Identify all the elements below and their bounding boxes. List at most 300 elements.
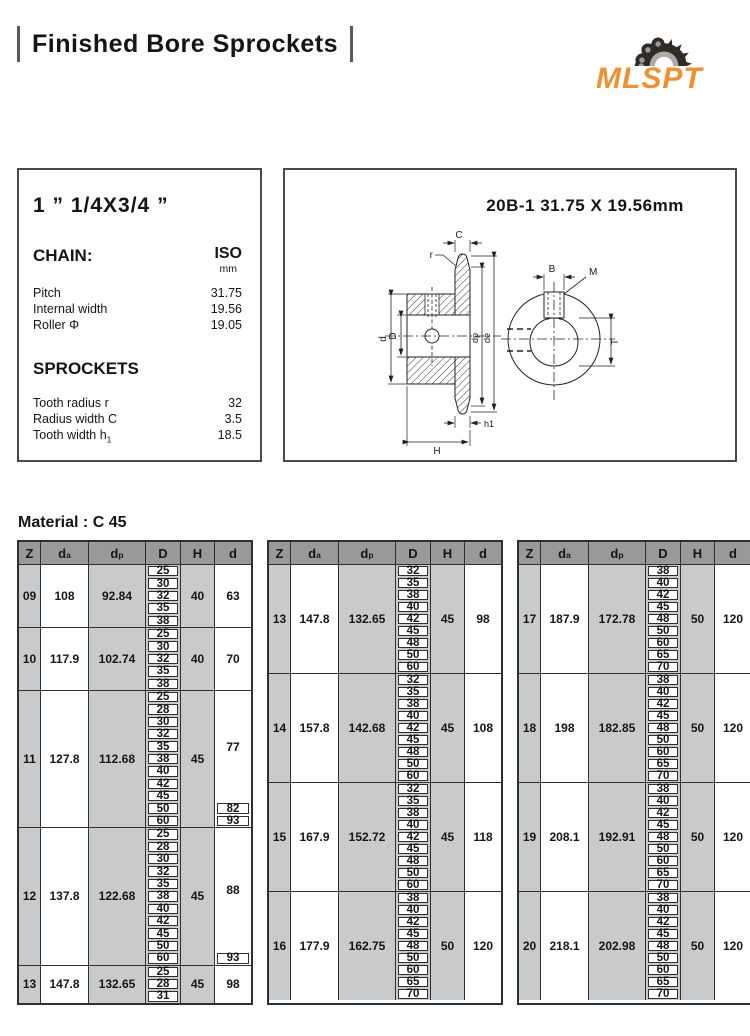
spec-row-pitch: Pitch 31.75 (33, 286, 242, 300)
hub-length-cell: 45 (181, 966, 215, 1003)
bore-option: 38 (398, 893, 428, 903)
hub-length-cell: 45 (181, 691, 215, 827)
pitch-diameter-cell: 102.74 (89, 628, 146, 690)
teeth-count-cell: 20 (519, 892, 541, 1000)
tip-diameter-cell: 117.9 (41, 628, 89, 690)
bore-option: 40 (398, 711, 428, 721)
pitch-diameter-cell: 112.68 (89, 691, 146, 827)
hub-length-cell: 50 (681, 892, 715, 1000)
bore-option-row (646, 928, 680, 940)
bore-option: 50 (648, 626, 678, 636)
bore-option: 50 (398, 650, 428, 660)
bore-option: 42 (648, 917, 678, 927)
bore-option: 25 (148, 692, 178, 702)
col-header-z: Z (19, 542, 41, 564)
bore-option-row (396, 686, 430, 698)
bore-option: 42 (648, 808, 678, 818)
bore-option: 60 (398, 771, 428, 781)
bore-option: 42 (398, 614, 428, 624)
bore-option: 25 (148, 967, 178, 977)
bore-option-row (146, 740, 180, 752)
tip-diameter-cell: 218.1 (541, 892, 589, 1000)
bore-option: 35 (148, 879, 178, 889)
bore-option-row (146, 728, 180, 740)
bore-option-row (146, 966, 180, 978)
bore-option: 40 (148, 766, 178, 776)
bore-option-row (146, 765, 180, 777)
bore-option-row (396, 649, 430, 661)
pitch-diameter-cell: 192.91 (589, 783, 646, 891)
bore-option: 38 (648, 784, 678, 794)
bore-option: 32 (148, 866, 178, 876)
pitch-diameter-cell: 182.85 (589, 674, 646, 782)
hub-diameter-value: 98 (476, 612, 490, 626)
bore-option-row (646, 867, 680, 879)
spec-row-tooth-width: Tooth width $h_1$ 18.5 (33, 428, 242, 445)
chain-spec-box (17, 168, 262, 462)
hub-diameter-cell (215, 565, 251, 627)
bore-option-row (646, 758, 680, 770)
bore-option: 35 (398, 687, 428, 697)
bore-option-row (146, 590, 180, 602)
hub-diameter-value: 70 (226, 651, 240, 666)
dim-T-label: T (610, 338, 621, 346)
bore-option-row (146, 927, 180, 939)
bore-option: 42 (398, 723, 428, 733)
bore-option: 45 (148, 928, 178, 938)
spec-table-1 (17, 540, 253, 1005)
bore-option: 25 (148, 629, 178, 639)
bore-option-row (146, 565, 180, 577)
bore-option: 48 (398, 941, 428, 951)
bore-option-row (646, 976, 680, 988)
bore-option: 70 (648, 880, 678, 890)
page-header (17, 26, 353, 62)
size-title: 1 ” 1/4X3/4 ” (33, 194, 169, 217)
col-header-d: d (729, 545, 737, 561)
bore-option-row (146, 703, 180, 715)
bore-option: 65 (648, 650, 678, 660)
hub-diameter-cell (465, 783, 501, 891)
bore-option: 45 (648, 820, 678, 830)
bore-option-row (146, 691, 180, 703)
bore-option: 35 (398, 578, 428, 588)
dim-de-label: de (482, 332, 492, 344)
bore-option-row (396, 819, 430, 831)
bore-option: 70 (398, 989, 428, 999)
bore-option-row (146, 790, 180, 802)
bore-option-row (146, 653, 180, 665)
hub-length-cell: 40 (181, 565, 215, 627)
bore-option: 45 (148, 791, 178, 801)
hub-diameter-cell (715, 783, 750, 891)
bore-option-row (646, 952, 680, 964)
bore-option-row (396, 952, 430, 964)
hub-diameter-value: 120 (722, 721, 744, 735)
hub-diameter-sub-value: 82 (217, 803, 249, 813)
row-group-z18 (519, 673, 750, 782)
bore-option-row (146, 577, 180, 589)
bore-option-row (146, 915, 180, 927)
bore-option-row (396, 613, 430, 625)
bore-option: 48 (648, 723, 678, 733)
bore-option: 25 (148, 829, 178, 839)
bore-option-row (396, 783, 430, 795)
bore-option-row (646, 795, 680, 807)
bore-option-row (646, 637, 680, 649)
hub-length-cell: 45 (431, 783, 465, 891)
drawing-title: 20B-1 31.75 X 19.56mm (486, 196, 684, 215)
hub-length-cell: 50 (681, 674, 715, 782)
bore-option-row (146, 990, 180, 1002)
bore-option: 40 (398, 905, 428, 915)
hub-diameter-cell (215, 691, 251, 827)
bore-option-row (646, 879, 680, 891)
bore-option: 65 (648, 977, 678, 987)
teeth-count-cell: 13 (269, 565, 291, 673)
bore-option-row (396, 637, 430, 649)
hub-length-cell: 50 (681, 565, 715, 673)
row-group-z13 (19, 965, 251, 1003)
row-group-z10 (19, 627, 251, 690)
bore-option: 28 (148, 704, 178, 714)
row-group-z14 (269, 673, 501, 782)
bore-option-row (146, 640, 180, 652)
standard-name: ISO (214, 245, 242, 262)
row-group-z11 (19, 690, 251, 827)
bore-option-row (646, 904, 680, 916)
bore-option: 40 (398, 820, 428, 830)
bore-option-row (146, 802, 180, 814)
row-group-z12 (19, 827, 251, 964)
bore-option-row (396, 625, 430, 637)
col-header-da: d a (541, 542, 589, 564)
tip-diameter-cell: 157.8 (291, 674, 339, 782)
bore-option: 28 (148, 842, 178, 852)
bore-option-row (646, 625, 680, 637)
row-group-z19 (519, 782, 750, 891)
hub-length-cell: 45 (431, 565, 465, 673)
dim-h1-label: h1 (484, 419, 495, 429)
bore-option: 40 (648, 687, 678, 697)
dim-H-label: H (433, 446, 441, 457)
bore-option: 48 (398, 638, 428, 648)
pitch-diameter-cell: 122.68 (89, 828, 146, 964)
bore-option-row (646, 855, 680, 867)
hub-length-cell: 45 (181, 828, 215, 964)
bore-option: 48 (398, 747, 428, 757)
tip-diameter-cell: 208.1 (541, 783, 589, 891)
bore-option-row (146, 753, 180, 765)
bore-option: 50 (648, 735, 678, 745)
bore-option: 65 (398, 977, 428, 987)
bore-option: 32 (148, 591, 178, 601)
sprocket-drawing (285, 170, 735, 460)
bore-option-row (146, 778, 180, 790)
hub-diameter-value: 120 (722, 939, 744, 953)
bore-option-row (146, 678, 180, 690)
bore-option-row (396, 589, 430, 601)
hub-diameter-sub-row (215, 802, 251, 814)
bore-option: 50 (648, 953, 678, 963)
bore-option: 28 (148, 979, 178, 989)
pitch-diameter-cell: 132.65 (89, 966, 146, 1003)
hub-diameter-value: 120 (472, 939, 494, 953)
bore-option-row (396, 722, 430, 734)
bore-option-row (646, 988, 680, 1000)
bore-option: 60 (648, 638, 678, 648)
bore-option-row (646, 734, 680, 746)
bore-option-row (646, 565, 680, 577)
bore-option: 65 (648, 759, 678, 769)
bore-options-cell (646, 783, 681, 891)
bore-option: 35 (398, 796, 428, 806)
tip-diameter-cell: 167.9 (291, 783, 339, 891)
bore-option-row (396, 976, 430, 988)
bore-option: 30 (148, 854, 178, 864)
bore-option: 45 (398, 929, 428, 939)
row-group-z16 (269, 891, 501, 1000)
bore-options-cell (396, 783, 431, 891)
bore-option-row (146, 853, 180, 865)
bore-option: 35 (148, 666, 178, 676)
bore-option: 42 (398, 917, 428, 927)
tip-diameter-cell: 187.9 (541, 565, 589, 673)
col-header-h: H (681, 542, 715, 564)
teeth-count-cell: 15 (269, 783, 291, 891)
row-group-z09 (19, 564, 251, 627)
standard-block (214, 246, 242, 275)
bore-option-row (646, 722, 680, 734)
spec-row-roller: Roller Φ 19.05 (33, 318, 242, 332)
spec-table-2 (267, 540, 503, 1005)
bore-option-row (396, 855, 430, 867)
col-header-h: H (181, 542, 215, 564)
bore-option-row (396, 601, 430, 613)
hub-diameter-cell (465, 892, 501, 1000)
bore-option-row (146, 952, 180, 964)
dim-C-label: C (455, 230, 463, 241)
bore-option: 38 (148, 891, 178, 901)
bore-option: 31 (148, 991, 178, 1001)
bore-option-row (396, 577, 430, 589)
bore-option-row (396, 674, 430, 686)
bore-option-row (646, 819, 680, 831)
bore-option: 60 (148, 816, 178, 826)
bore-option-row (396, 904, 430, 916)
bore-option: 60 (148, 953, 178, 963)
bore-option: 32 (148, 729, 178, 739)
col-header-da: d a (291, 542, 339, 564)
bore-option-row (146, 978, 180, 990)
bore-option-row (646, 892, 680, 904)
bore-option: 40 (648, 905, 678, 915)
hub-diameter-cell (715, 565, 750, 673)
bore-option-row (396, 807, 430, 819)
hub-diameter-value: 63 (226, 588, 240, 603)
bore-option: 45 (648, 711, 678, 721)
dim-D-label: D (388, 332, 399, 340)
pitch-diameter-cell: 202.98 (589, 892, 646, 1000)
bore-option-row (396, 916, 430, 928)
bore-option: 42 (648, 699, 678, 709)
bore-option: 38 (398, 699, 428, 709)
bore-option: 45 (648, 929, 678, 939)
hub-diameter-cell (465, 674, 501, 782)
bore-option: 42 (398, 832, 428, 842)
bore-option-row (146, 716, 180, 728)
col-header-d: D (146, 542, 181, 564)
bore-options-cell (146, 691, 181, 827)
bore-option-row (396, 710, 430, 722)
bore-option-row (146, 828, 180, 840)
bore-options-cell (396, 565, 431, 673)
bore-option-row (396, 831, 430, 843)
sprockets-label: SPROCKETS (33, 359, 139, 378)
tip-diameter-cell: 137.8 (41, 828, 89, 964)
bore-option-row (646, 649, 680, 661)
bore-option: 45 (648, 602, 678, 612)
bore-options-cell (146, 828, 181, 964)
bore-option-row (646, 916, 680, 928)
teeth-count-cell: 16 (269, 892, 291, 1000)
hub-diameter-cell (215, 828, 251, 964)
col-header-d: D (396, 542, 431, 564)
bore-option: 48 (648, 941, 678, 951)
bore-options-cell (146, 966, 181, 1003)
bore-option: 45 (398, 844, 428, 854)
spec-row-internal-width: Internal width 19.56 (33, 302, 242, 316)
pitch-diameter-cell: 152.72 (339, 783, 396, 891)
bore-option: 38 (398, 590, 428, 600)
bore-option-row (146, 878, 180, 890)
chain-label: CHAIN: (33, 246, 93, 265)
table-header-row (269, 542, 501, 564)
hub-diameter-value: 88 (226, 883, 240, 898)
bore-option: 38 (648, 675, 678, 685)
row-group-z20 (519, 891, 750, 1000)
bore-option-row (146, 815, 180, 827)
bore-option-row (396, 928, 430, 940)
bore-option: 38 (648, 893, 678, 903)
technical-drawing-box (283, 168, 737, 462)
bore-option-row (646, 783, 680, 795)
sprocket-spec-rows (33, 395, 244, 448)
tip-diameter-cell: 147.8 (291, 565, 339, 673)
bore-option: 50 (398, 868, 428, 878)
bore-option-row (396, 879, 430, 891)
tip-diameter-cell: 127.8 (41, 691, 89, 827)
teeth-count-cell: 13 (19, 966, 41, 1003)
teeth-count-cell: 11 (19, 691, 41, 827)
logo-text: MLSPT (596, 62, 703, 95)
tip-diameter-cell: 108 (41, 565, 89, 627)
bore-option: 60 (648, 965, 678, 975)
title-left-bar (17, 26, 20, 62)
bore-option-row (146, 602, 180, 614)
bore-option-row (396, 988, 430, 1000)
bore-options-cell (396, 892, 431, 1000)
hub-diameter-cell (715, 674, 750, 782)
dim-d-label: d (378, 336, 389, 342)
spec-table-3 (517, 540, 750, 1005)
bore-option-row (646, 661, 680, 673)
row-group-z13 (269, 564, 501, 673)
hub-diameter-cell (715, 892, 750, 1000)
bore-option-row (646, 577, 680, 589)
bore-option-row (646, 589, 680, 601)
bore-option: 45 (398, 626, 428, 636)
bore-option: 40 (648, 578, 678, 588)
bore-option: 38 (398, 808, 428, 818)
hub-length-cell: 40 (181, 628, 215, 690)
bore-option-row (646, 940, 680, 952)
bore-option: 60 (398, 965, 428, 975)
hub-diameter-sub-row (215, 815, 251, 827)
bore-option-row (146, 865, 180, 877)
bore-option: 60 (648, 747, 678, 757)
pitch-diameter-cell: 162.75 (339, 892, 396, 1000)
dim-r-label: r (429, 250, 433, 261)
col-header-h: H (431, 542, 465, 564)
bore-option-row (146, 890, 180, 902)
bore-option: 48 (398, 856, 428, 866)
hub-diameter-sub-value: 93 (217, 816, 249, 826)
bore-option-row (646, 746, 680, 758)
bore-option: 30 (148, 717, 178, 727)
tip-diameter-cell: 198 (541, 674, 589, 782)
col-header-z: Z (269, 542, 291, 564)
bore-option: 50 (648, 844, 678, 854)
bore-option-row (396, 940, 430, 952)
bore-option: 25 (148, 566, 178, 576)
bore-option-row (396, 964, 430, 976)
bore-option: 30 (148, 641, 178, 651)
material-label: Material : C 45 (18, 514, 127, 531)
bore-option-row (646, 674, 680, 686)
bore-option-row (146, 841, 180, 853)
bore-option: 35 (148, 603, 178, 613)
teeth-count-cell: 09 (19, 565, 41, 627)
bore-option: 70 (648, 662, 678, 672)
company-logo (592, 20, 744, 104)
bore-option-row (646, 601, 680, 613)
bore-option: 50 (148, 941, 178, 951)
bore-option: 42 (648, 590, 678, 600)
hub-diameter-cell (215, 628, 251, 690)
hub-length-cell: 50 (681, 783, 715, 891)
hub-diameter-value: 120 (722, 830, 744, 844)
col-header-da: d a (41, 542, 89, 564)
bore-option-row (396, 746, 430, 758)
bore-option: 70 (648, 771, 678, 781)
spec-row-radius-width: Radius width C 3.5 (33, 412, 242, 426)
dimension-tables (17, 540, 750, 1005)
col-header-dp: d p (339, 542, 396, 564)
bore-option: 40 (648, 796, 678, 806)
table-header-row (519, 542, 750, 564)
pitch-diameter-cell: 142.68 (339, 674, 396, 782)
bore-option-row (396, 843, 430, 855)
bore-option: 32 (398, 784, 428, 794)
bore-option-row (646, 964, 680, 976)
tip-diameter-cell: 177.9 (291, 892, 339, 1000)
bore-options-cell (146, 565, 181, 627)
bore-option-row (646, 698, 680, 710)
bore-option: 50 (398, 759, 428, 769)
bore-option-row (146, 615, 180, 627)
bore-options-cell (646, 565, 681, 673)
